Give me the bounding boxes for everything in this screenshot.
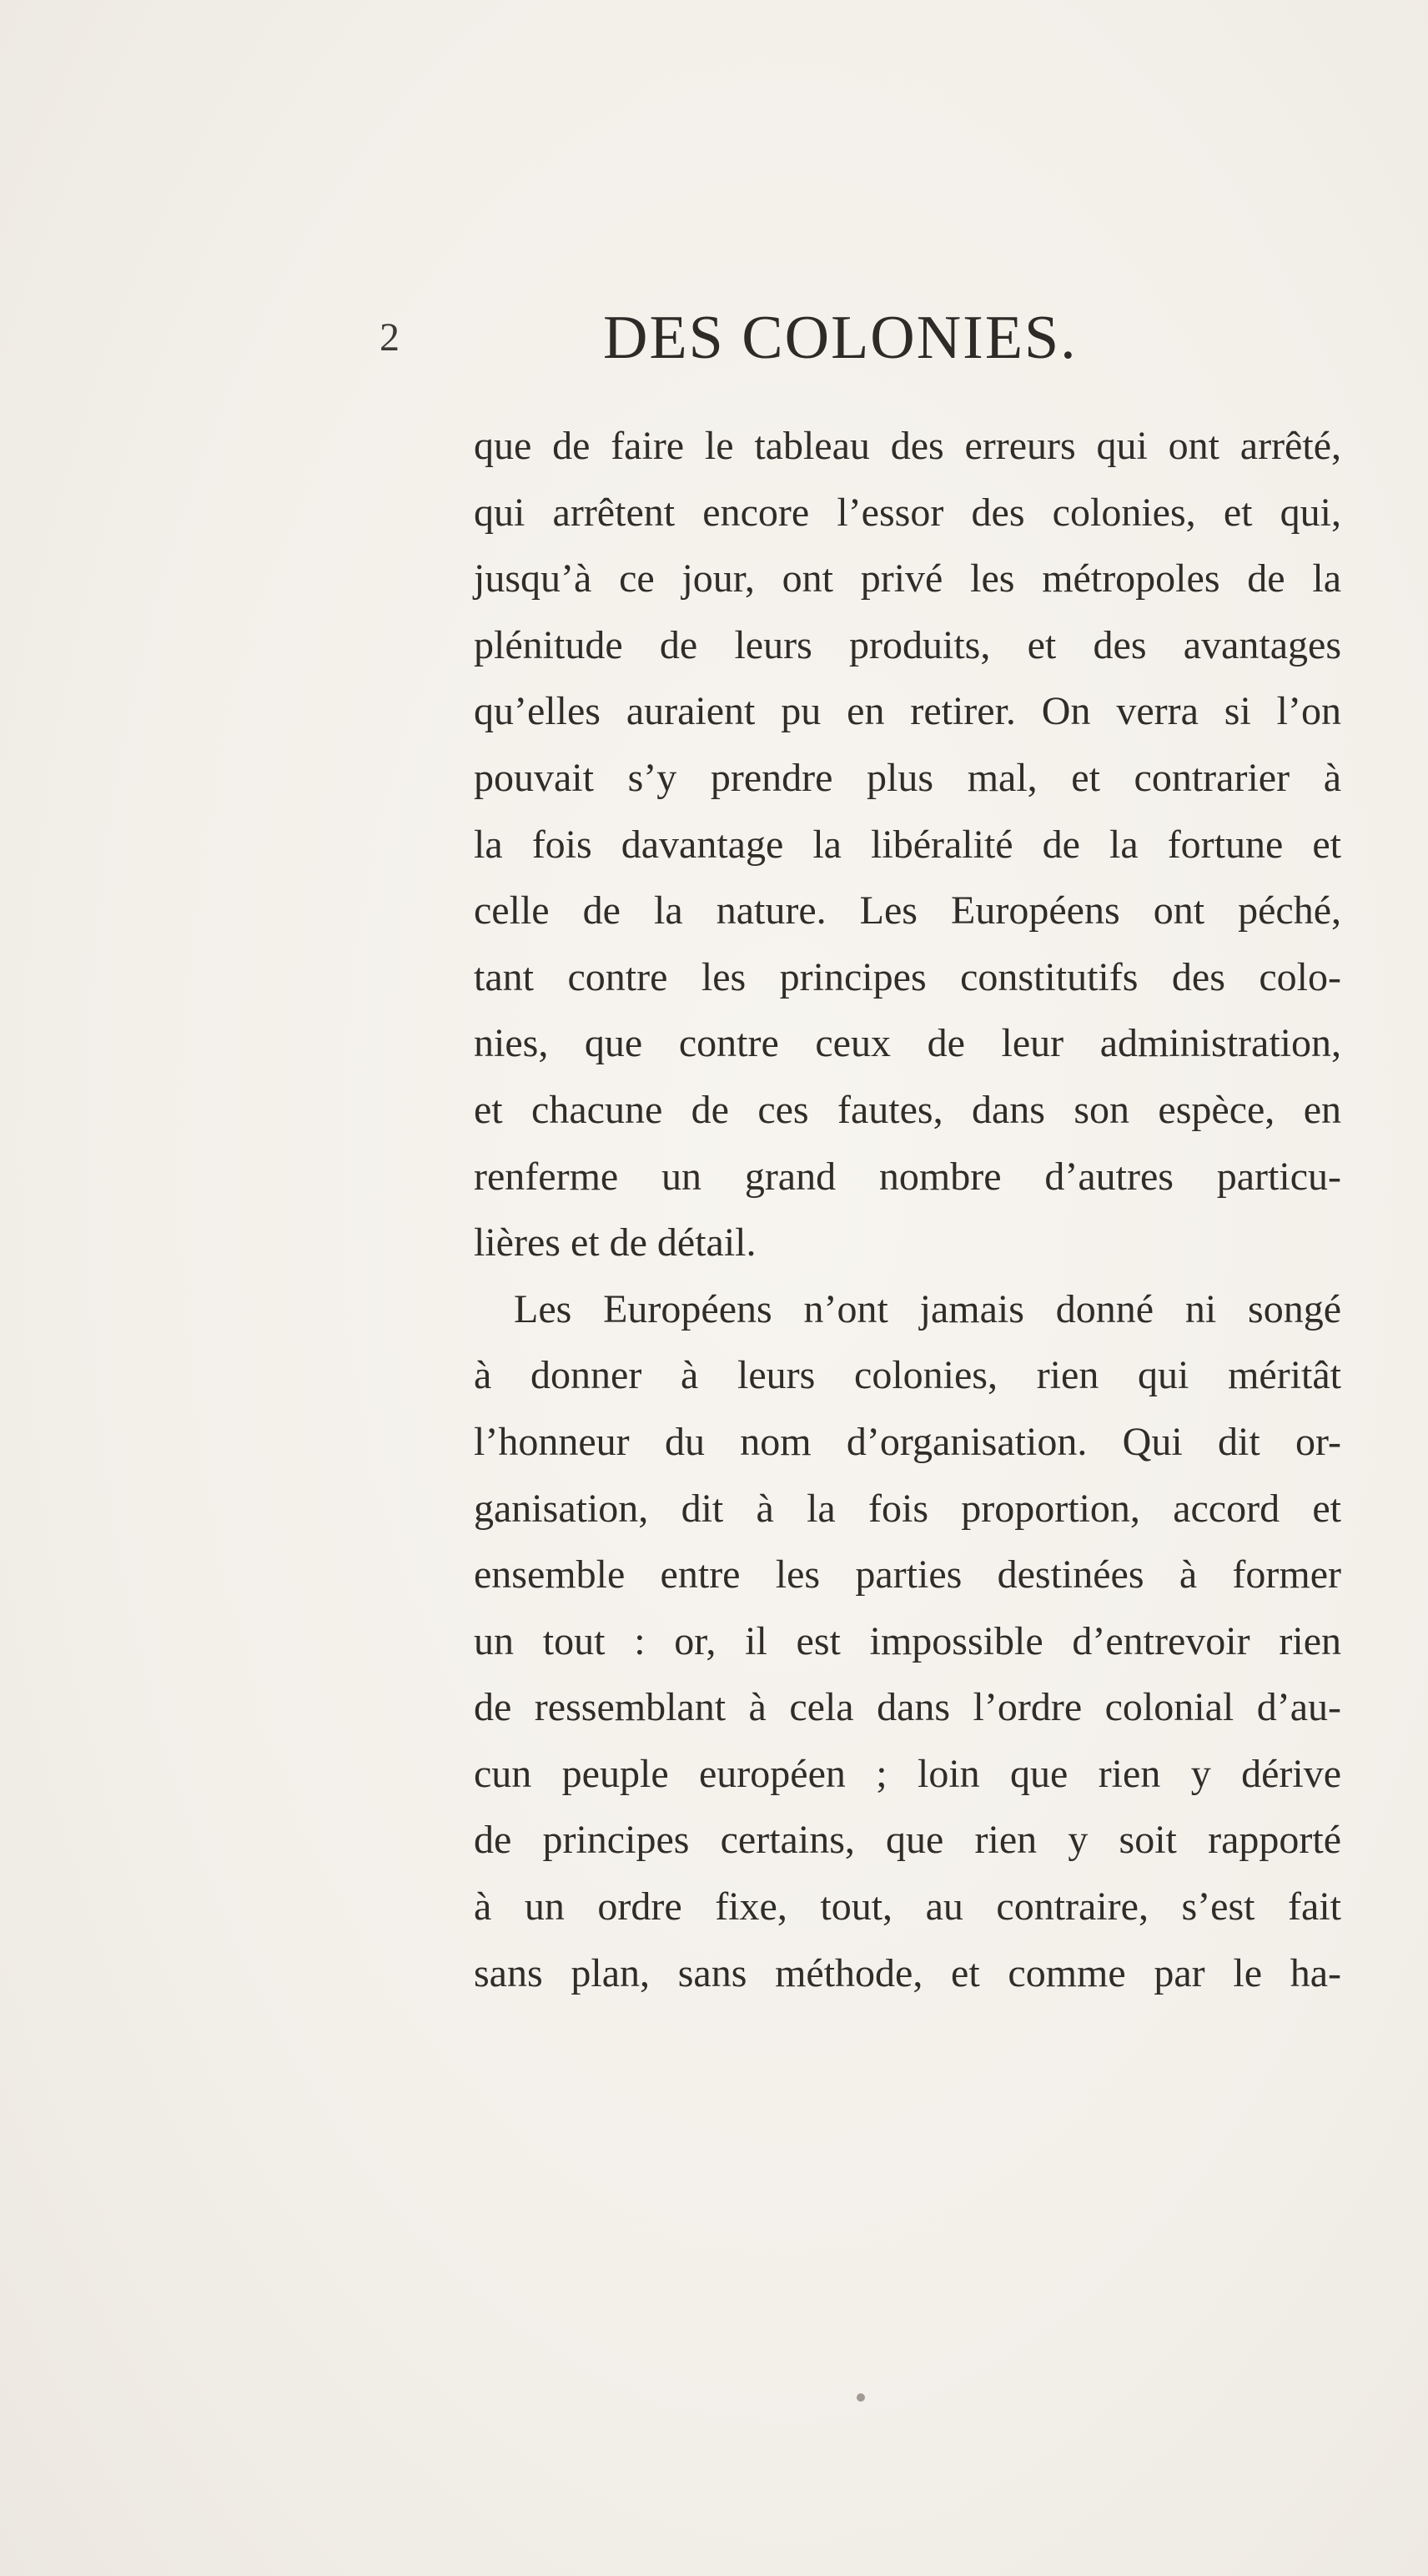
text-line: lières et de détail. <box>474 1220 757 1265</box>
body-text <box>474 413 1341 2006</box>
text-line: pouvait s’y prendre plus mal, et contrarier à <box>474 755 1341 800</box>
text-line: celle de la nature. Les Européens ont péché, <box>474 888 1341 933</box>
text-line: qu’elles auraient pu en retirer. On verra si l’on <box>474 689 1341 734</box>
text-line: qui arrêtent encore l’essor des colonies, et qui, <box>474 490 1341 535</box>
page-number: 2 <box>380 315 400 360</box>
text-line: ensemble entre les parties destinées à former <box>474 1552 1341 1597</box>
paper-speck <box>857 2393 865 2402</box>
text-line: renferme un grand nombre d’autres particu- <box>474 1154 1341 1199</box>
text-line: que de faire le tableau des erreurs qui ont arrêté, <box>474 424 1341 468</box>
text-line: plénitude de leurs produits, et des avantages <box>474 622 1341 667</box>
text-line: et chacune de ces fautes, dans son espèce, en <box>474 1087 1341 1132</box>
text-line: à un ordre fixe, tout, au contraire, s’est fait <box>474 1884 1341 1929</box>
text-line: jusqu’à ce jour, ont privé les métropoles de la <box>474 556 1341 601</box>
text-line: ganisation, dit à la fois proportion, accord et <box>474 1486 1341 1531</box>
text-line: à donner à leurs colonies, rien qui méritât <box>474 1353 1341 1398</box>
text-line: de principes certains, que rien y soit rapporté <box>474 1818 1341 1863</box>
running-head: DES COLONIES. <box>603 304 1078 372</box>
text-line: la fois davantage la libéralité de la fortune et <box>474 822 1341 867</box>
paragraph-start-line: Les Européens n’ont jamais donné ni songé <box>514 1286 1341 1331</box>
text-line: nies, que contre ceux de leur administration, <box>474 1021 1341 1066</box>
text-line: cun peuple européen ; loin que rien y dérive <box>474 1751 1341 1796</box>
text-line: l’honneur du nom d’organisation. Qui dit or- <box>474 1419 1341 1464</box>
text-line: un tout : or, il est impossible d’entrevoir rien <box>474 1618 1341 1663</box>
text-line: tant contre les principes constitutifs des colo- <box>474 954 1341 999</box>
page-header <box>380 300 1114 375</box>
text-line: sans plan, sans méthode, et comme par le ha- <box>474 1950 1341 1995</box>
text-line: de ressemblant à cela dans l’ordre colonial d’au- <box>474 1685 1341 1730</box>
